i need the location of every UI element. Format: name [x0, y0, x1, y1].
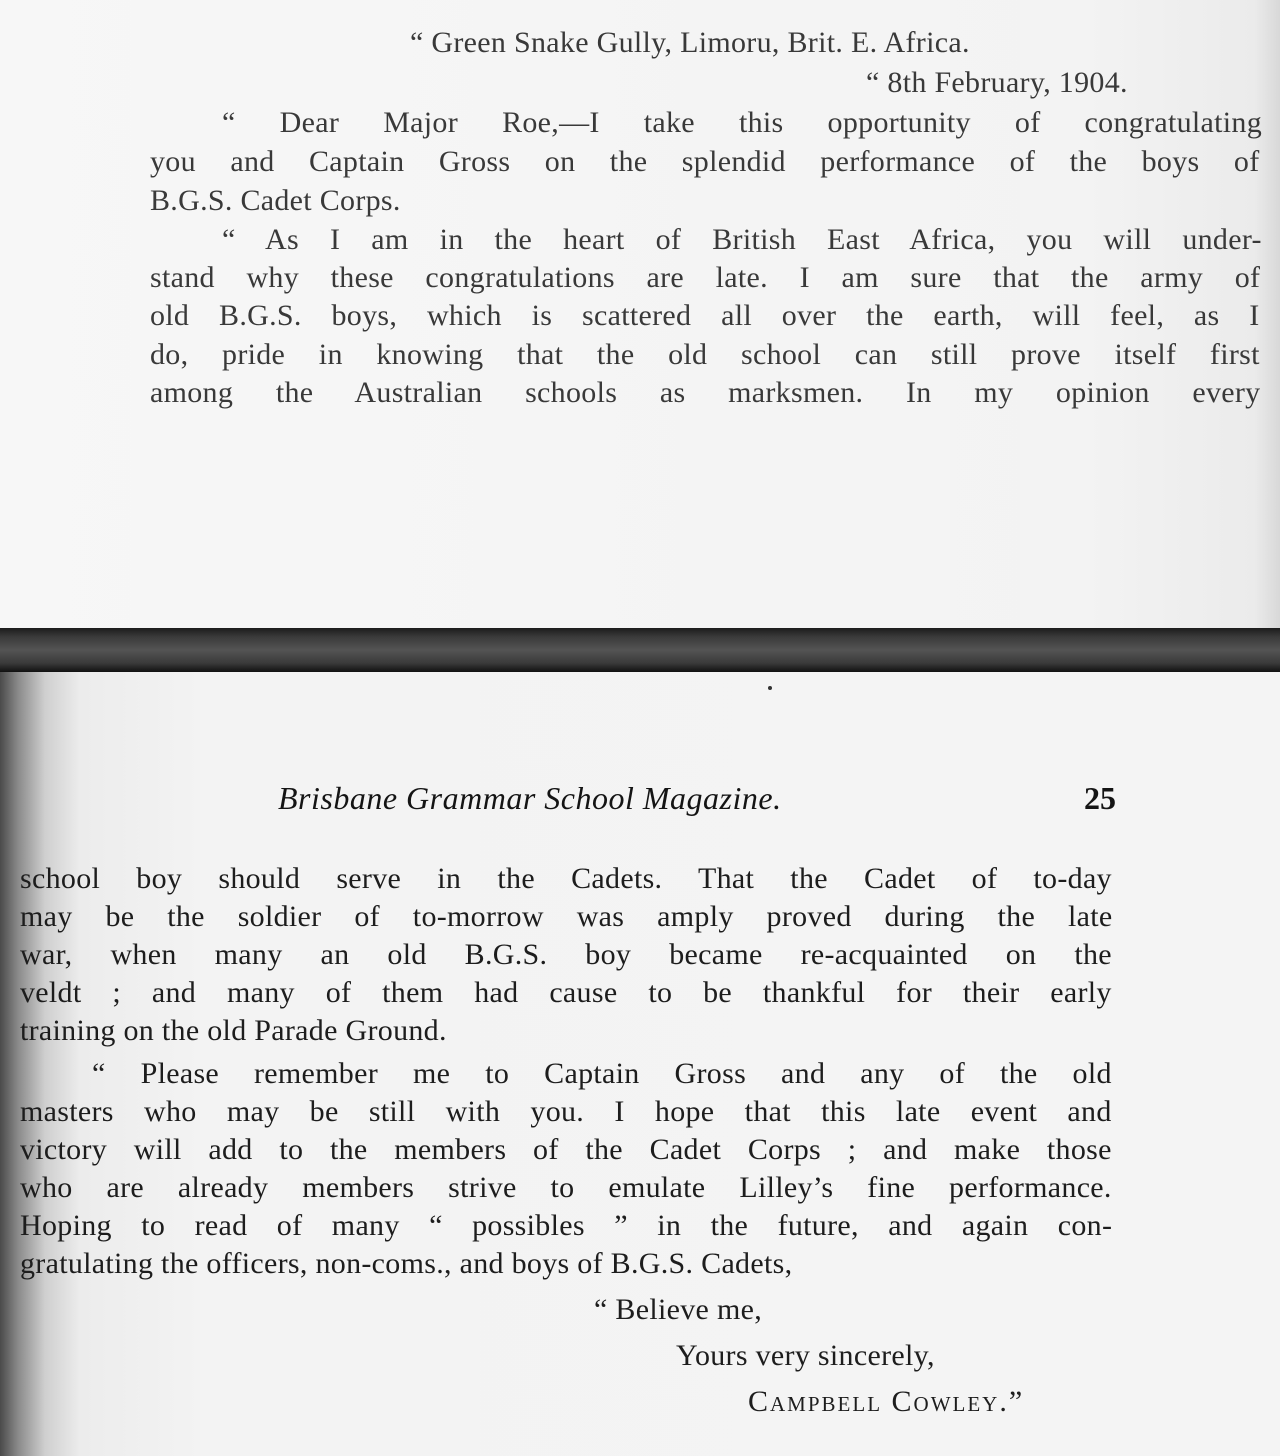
body-line: you and Captain Gross on the splendid performance of the boys of — [150, 145, 1260, 178]
ink-speck — [768, 686, 772, 690]
body-line: do, pride in knowing that the old school can still prove itself first — [150, 338, 1260, 371]
closing-salutation: “ Believe me, — [594, 1293, 762, 1326]
body-line: old B.G.S. boys, which is scattered all over the earth, will feel, as I — [150, 299, 1260, 332]
body-line: Hoping to read of many “ possibles ” in the future, and again con- — [20, 1209, 1113, 1242]
page-divider — [0, 628, 1280, 672]
body-line: veldt ; and many of them had cause to be thankful for their early — [20, 976, 1112, 1009]
address-line: “ Green Snake Gully, Limoru, Brit. E. Africa. — [410, 26, 970, 59]
body-line: school boy should serve in the Cadets. That the Cadet of to-day — [20, 862, 1112, 895]
body-line: war, when many an old B.G.S. boy became re-acquainted on the — [20, 938, 1112, 971]
body-line: B.G.S. Cadet Corps. — [150, 184, 401, 217]
body-line: “ As I am in the heart of British East Africa, you will under- — [222, 223, 1262, 256]
signature: Campbell Cowley.” — [748, 1385, 1025, 1418]
top-page — [0, 0, 1280, 628]
body-line: may be the soldier of to-morrow was amply proved during the late — [20, 900, 1113, 933]
running-header-title: Brisbane Grammar School Magazine. — [278, 780, 782, 816]
body-line: “ Dear Major Roe,—I take this opportunity of congratulating — [222, 106, 1263, 139]
body-line: gratulating the officers, non-coms., and boys of B.G.S. Cadets, — [20, 1247, 793, 1280]
body-line: training on the old Parade Ground. — [20, 1014, 447, 1047]
body-line: “ Please remember me to Captain Gross and any of the old — [92, 1057, 1112, 1090]
page-number: 25 — [1084, 780, 1116, 816]
body-line: victory will add to the members of the Cadet Corps ; and make those — [20, 1133, 1112, 1166]
body-line: masters who may be still with you. I hope that this late event and — [20, 1095, 1112, 1128]
date-line: “ 8th February, 1904. — [866, 66, 1128, 99]
body-line: stand why these congratulations are late. I am sure that the army of — [150, 261, 1261, 294]
body-line: among the Australian schools as marksmen. In my opinion every — [150, 376, 1261, 409]
body-line: who are already members strive to emulate Lilley’s fine performance. — [20, 1171, 1112, 1204]
closing-valediction: Yours very sincerely, — [676, 1339, 935, 1372]
